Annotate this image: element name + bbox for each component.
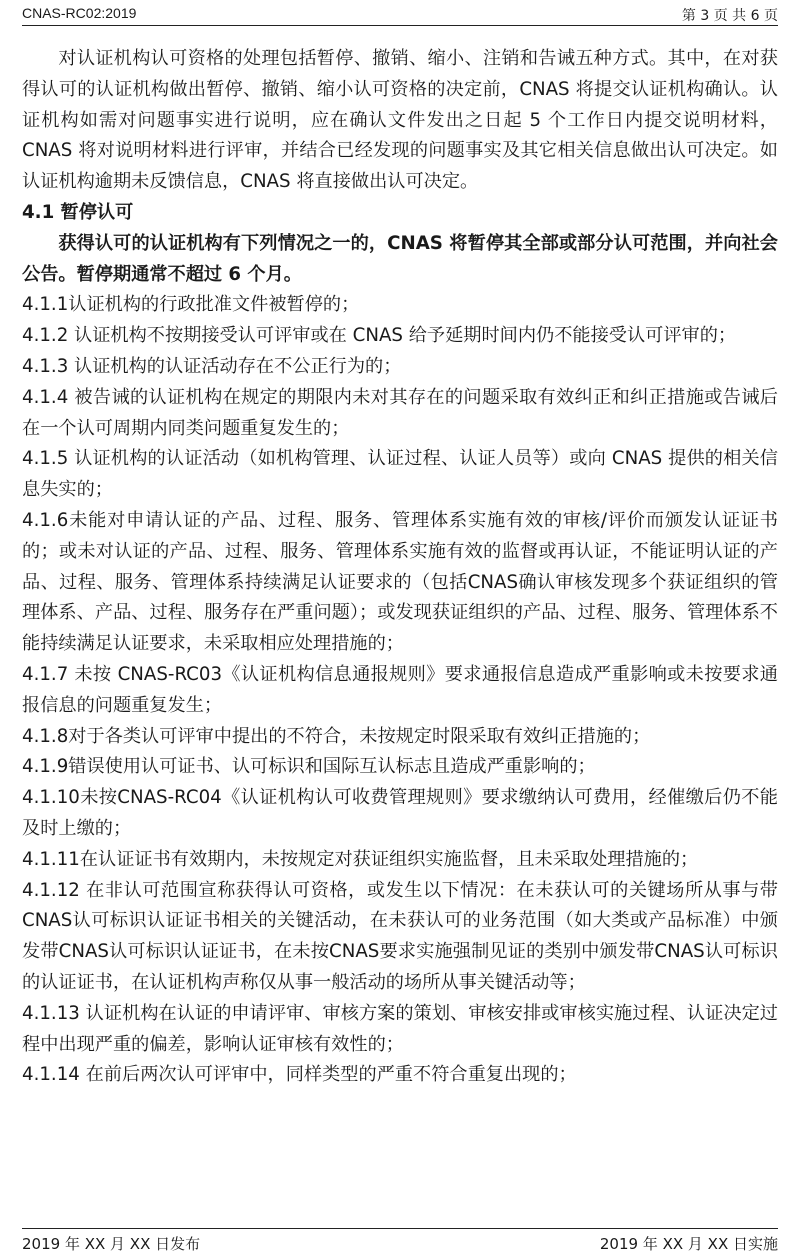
clause-4-1-13: 4.1.13 认证机构在认证的申请评审、审核方案的策划、审核安排或审核实施过程、认证决定过程中出现严重的偏差，影响认证审核有效性的；: [22, 1002, 778, 1055]
document-body: [22, 44, 778, 1091]
intro-paragraph: 对认证机构认可资格的处理包括暂停、撤销、缩小、注销和告诫五种方式。其中，在对获得认可的认证机构做出暂停、撤销、缩小认可资格的决定前，CNAS 将提交认证机构确认。认证机构如需对问题事实进行说明，应在确认文件发出之日起 5 个工作日内提交说明材料，CNAS 将对说明材料进行评审，并结合已经发现的问题事实及其它相关信息做出认可决定。如认证机构逾期未反馈信息，CNAS 将直接做出认可决定。: [22, 48, 778, 193]
clause-4-1-8: 4.1.8对于各类认可评审中提出的不符合，未按规定时限采取有效纠正措施的；: [22, 725, 651, 747]
page-footer: [22, 1228, 778, 1253]
clause-4-1-14: 4.1.14 在前后两次认可评审中，同样类型的严重不符合重复出现的；: [22, 1064, 577, 1086]
implement-date: 2019 年 XX 月 XX 日实施: [599, 1235, 778, 1253]
page-header: [22, 3, 778, 26]
clause-4-1-12: 4.1.12 在非认可范围宣称获得认可资格，或发生以下情况：在未获认可的关键场所从事与带CNAS认可标识认证证书相关的关键活动，在未获认可的业务范围（如大类或产品标准）中颁发带CNAS认可标识认证证书，在未按CNAS要求实施强制见证的类别中颁发带CNAS认可标识的认证证书，在认证机构声称仅从事一般活动的场所从事关键活动等；: [22, 879, 778, 993]
clause-4-1-3: 4.1.3 认证机构的认证活动存在不公正行为的；: [22, 355, 402, 377]
clause-4-1-5: 4.1.5 认证机构的认证活动（如机构管理、认证过程、认证人员等）或向 CNAS 提供的相关信息失实的；: [22, 448, 778, 501]
publish-date: 2019 年 XX 月 XX 日发布: [22, 1235, 201, 1253]
page-number: 第 3 页 共 6 页: [681, 8, 778, 24]
clause-4-1-10: 4.1.10未按CNAS-RC04《认证机构认可收费管理规则》要求缴纳认可费用，经催缴后仍不能及时上缴的；: [22, 787, 778, 839]
clause-4-1-7: 4.1.7 未按 CNAS-RC03《认证机构信息通报规则》要求通报信息造成严重影响或未按要求通报信息的问题重复发生；: [22, 663, 778, 716]
document-code: CNAS-RC02:2019: [22, 5, 137, 21]
clause-4-1-2: 4.1.2 认证机构不按期接受认可评审或在 CNAS 给予延期时间内仍不能接受认可评审的；: [22, 325, 737, 347]
clause-4-1-9: 4.1.9错误使用认可证书、认可标识和国际互认标志且造成严重影响的；: [22, 756, 596, 778]
section-heading: 4.1 暂停认可: [22, 201, 134, 223]
clause-4-1-11: 4.1.11在认证证书有效期内，未按规定对获证组织实施监督，且未采取处理措施的；: [22, 848, 699, 870]
section-lead-paragraph: 获得认可的认证机构有下列情况之一的，CNAS 将暂停其全部或部分认可范围，并向社会公告。暂停期通常不超过 6 个月。: [22, 232, 778, 285]
clause-4-1-6: 4.1.6未能对申请认证的产品、过程、服务、管理体系实施有效的审核/评价而颁发认证证书的；或未对认证的产品、过程、服务、管理体系实施有效的监督或再认证，不能证明认证的产品、过程、服务、管理体系持续满足认证要求的（包括CNAS确认审核发现多个获证组织的管理体系、产品、过程、服务存在严重问题）；或发现获证组织的产品、过程、服务、管理体系不能持续满足认证要求，未采取相应处理措施的；: [22, 509, 778, 655]
clause-4-1-1: 4.1.1认证机构的行政批准文件被暂停的；: [22, 294, 360, 316]
clause-4-1-4: 4.1.4 被告诫的认证机构在规定的期限内未对其存在的问题采取有效纠正和纠正措施或告诫后在一个认可周期内同类问题重复发生的；: [22, 386, 778, 439]
